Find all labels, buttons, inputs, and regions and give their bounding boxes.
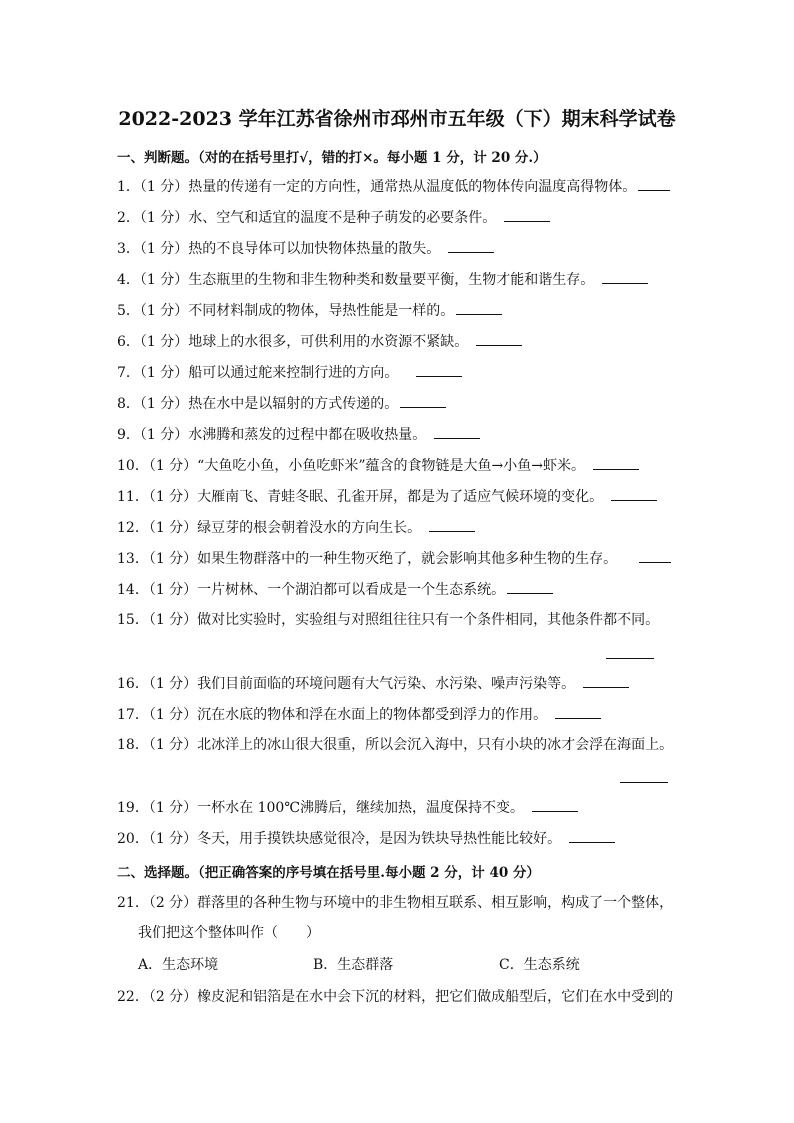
question-text: 生态瓶里的生物和非生物种类和数量要平衡，生物才能和谐生存。 [188, 272, 595, 288]
question-text: 大雁南飞、青蛙冬眠、孔雀开屏，都是为了适应气候环境的变化。 [197, 489, 604, 505]
option-b[interactable]: B．生态群落 [313, 957, 394, 973]
question-number: 9．（1 分） [117, 427, 189, 443]
option-a[interactable]: A．生态环境 [138, 957, 219, 973]
question-text: 绿豆芽的根会朝着没水的方向生长。 [197, 520, 422, 536]
section-1-heading: 一、判断题。（对的在括号里打√，错的打×。每小题 1 分，计 20 分.） [117, 150, 547, 166]
answer-blank[interactable] [639, 548, 671, 563]
question-number: 21．（2 分） [117, 895, 198, 911]
question-number: 8．（1 分） [117, 396, 189, 412]
question-10 [117, 455, 639, 476]
answer-blank[interactable] [555, 704, 601, 719]
question-text: 水沸腾和蒸发的过程中都在吸收热量。 [188, 427, 427, 443]
question-text: 热量的传递有一定的方向性，通常热从温度低的物体传向温度高得物体。 [188, 179, 637, 195]
question-20 [117, 828, 615, 849]
answer-blank[interactable] [400, 393, 446, 408]
question-number: 5．（1 分） [117, 303, 189, 319]
question-text: 水、空气和适宜的温度不是种子萌发的必要条件。 [188, 210, 497, 226]
answer-blank[interactable] [456, 300, 502, 315]
answer-blank[interactable] [611, 486, 657, 501]
section-2-heading: 二、选择题。（把正确答案的序号填在括号里.每小题 2 分，计 40 分） [117, 865, 540, 881]
question-text: 不同材料制成的物体，导热性能是一样的。 [188, 303, 455, 319]
answer-blank[interactable] [638, 176, 670, 191]
answer-blank[interactable] [593, 455, 639, 470]
question-text: 热的不良导体可以加快物体热量的散失。 [188, 241, 441, 257]
question-21-continued: 我们把这个整体叫作（ ） [138, 925, 320, 941]
answer-blank[interactable] [416, 362, 462, 377]
question-text: 一杯水在 100℃沸腾后，继续加热，温度保持不变。 [197, 800, 525, 816]
answer-blank[interactable] [476, 331, 522, 346]
question-12 [117, 517, 475, 538]
question-text: 橡皮泥和铝箔是在水中会下沉的材料，把它们做成船型后，它们在水中受到的 [197, 989, 674, 1005]
question-text: 地球上的水很多，可供利用的水资源不紧缺。 [188, 334, 469, 350]
question-6 [117, 331, 522, 352]
option-c[interactable]: C．生态系统 [499, 957, 580, 973]
question-17 [117, 704, 601, 725]
question-number: 14．（1 分） [117, 582, 198, 598]
question-2 [117, 207, 550, 228]
question-number: 19．（1 分） [117, 800, 198, 816]
question-text: 冬天，用手摸铁块感觉很冷，是因为铁块导热性能比较好。 [197, 831, 562, 847]
question-15 [117, 610, 659, 630]
question-text: 北冰洋上的冰山很大很重，所以会沉入海中，只有小块的冰才会浮在海面上。 [197, 737, 674, 753]
question-text: “大鱼吃小鱼，小鱼吃虾米”蕴含的食物链是大鱼→小鱼→虾米。 [197, 458, 585, 474]
question-number: 20．（1 分） [117, 831, 198, 847]
answer-blank[interactable] [448, 238, 494, 253]
question-number: 16．（1 分） [117, 676, 198, 692]
answer-blank[interactable] [606, 658, 654, 659]
question-number: 6．（1 分） [117, 334, 189, 350]
question-number: 15．（1 分） [117, 612, 198, 628]
question-number: 10．（1 分） [117, 458, 198, 474]
answer-blank[interactable] [583, 673, 629, 688]
answer-blank[interactable] [532, 797, 578, 812]
question-number: 22．（2 分） [117, 989, 198, 1005]
question-text: 做对比实验时，实验组与对照组往往只有一个条件相同，其他条件都不同。 [197, 612, 660, 628]
question-3 [117, 238, 494, 259]
page-title: 2022-2023 学年江苏省徐州市邳州市五年级（下）期末科学试卷 [118, 108, 676, 130]
question-18 [117, 735, 673, 755]
question-9 [117, 424, 480, 445]
question-19 [117, 797, 578, 818]
answer-blank[interactable] [434, 424, 480, 439]
question-text: 热在水中是以辐射的方式传递的。 [188, 396, 399, 412]
answer-blank[interactable] [620, 782, 668, 783]
question-number: 13．（1 分） [117, 551, 198, 567]
answer-blank[interactable] [507, 579, 553, 594]
question-number: 2．（1 分） [117, 210, 189, 226]
question-number: 1．（1 分） [117, 179, 189, 195]
question-21 [117, 893, 673, 913]
question-7 [117, 362, 462, 383]
question-13 [117, 548, 671, 569]
question-text: 船可以通过舵来控制行进的方向。 [188, 365, 399, 381]
answer-blank[interactable] [429, 517, 475, 532]
question-text: 群落里的各种生物与环境中的非生物相互联系、相互影响，构成了一个整体， [197, 895, 674, 911]
question-22 [117, 987, 673, 1007]
question-11 [117, 486, 657, 507]
question-4 [117, 269, 648, 290]
question-number: 4．（1 分） [117, 272, 189, 288]
question-number: 12．（1 分） [117, 520, 198, 536]
question-text: 沉在水底的物体和浮在水面上的物体都受到浮力的作用。 [197, 707, 548, 723]
answer-blank[interactable] [504, 207, 550, 222]
question-5 [117, 300, 502, 321]
question-1 [117, 176, 670, 197]
answer-blank[interactable] [569, 828, 615, 843]
question-number: 17．（1 分） [117, 707, 198, 723]
question-text: 一片树林、一个湖泊都可以看成是一个生态系统。 [197, 582, 506, 598]
question-number: 11．（1 分） [117, 489, 198, 505]
answer-blank[interactable] [602, 269, 648, 284]
question-number: 7．（1 分） [117, 365, 189, 381]
question-text: 我们目前面临的环境问题有大气污染、水污染、噪声污染等。 [197, 676, 576, 692]
question-16 [117, 673, 629, 694]
question-8 [117, 393, 446, 414]
question-text: 如果生物群落中的一种生物灭绝了，就会影响其他多种生物的生存。 [197, 551, 618, 567]
question-14 [117, 579, 553, 600]
question-number: 18．（1 分） [117, 737, 198, 753]
question-number: 3．（1 分） [117, 241, 189, 257]
